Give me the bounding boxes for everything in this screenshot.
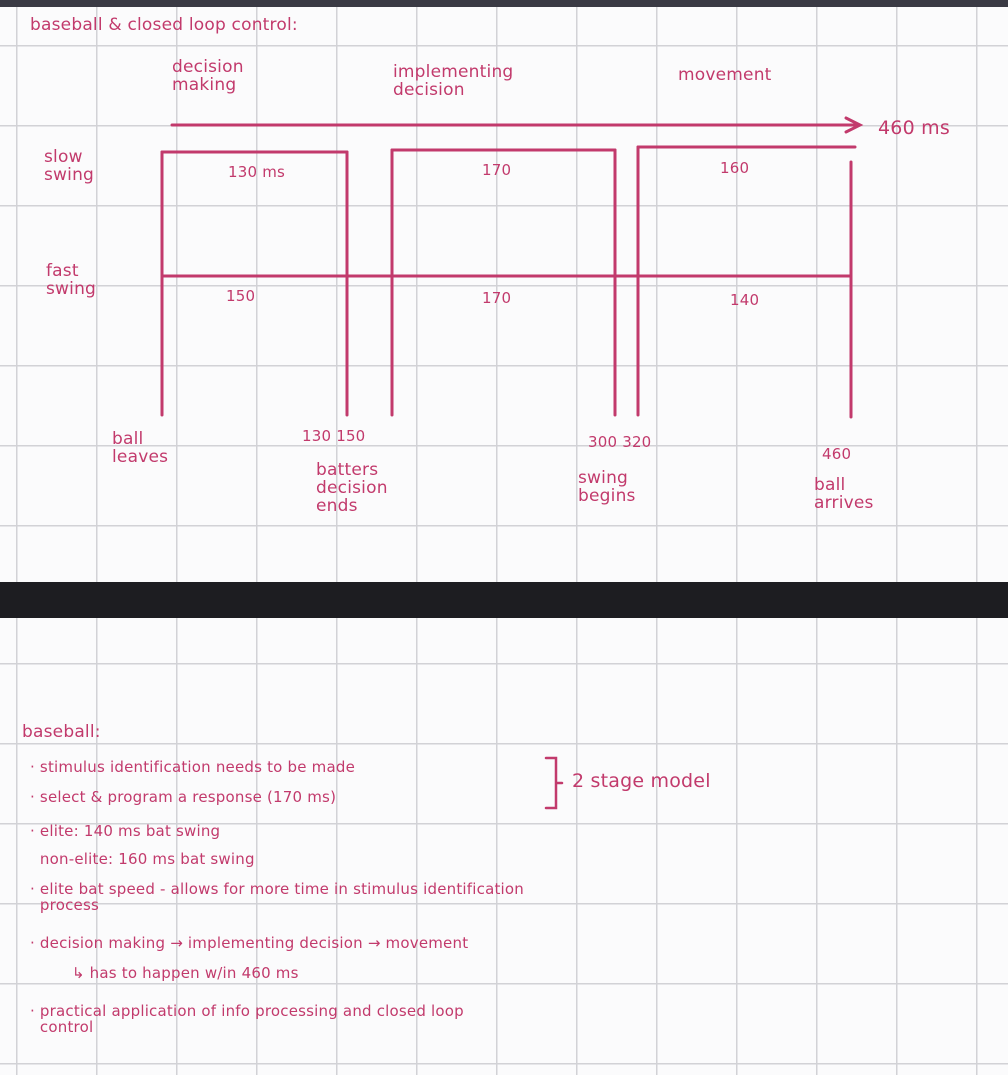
note-bullet-6: · decision making → implementing decision → movement bbox=[30, 934, 469, 952]
note-bullet-3: · elite: 140 ms bat swing bbox=[30, 822, 221, 840]
ball-leaves-caption: ball leaves bbox=[112, 429, 169, 467]
slow-movement-value: 160 bbox=[720, 159, 750, 177]
slow-implement-value: 170 bbox=[482, 161, 512, 179]
phase-label-implementing: implementing decision bbox=[393, 62, 514, 100]
note-bullet-2: · select & program a response (170 ms) bbox=[30, 788, 337, 806]
diagram-title: baseball & closed loop control: bbox=[30, 15, 298, 35]
total-time-label: 460 ms bbox=[878, 117, 950, 139]
notes-page-diagram bbox=[0, 7, 1008, 582]
row-label-slow: slow swing bbox=[44, 147, 95, 185]
window-top-bar bbox=[0, 0, 1008, 7]
fast-decision-value: 150 bbox=[226, 287, 256, 305]
note-bullet-5: · elite bat speed - allows for more time in stimulus identification process bbox=[30, 880, 525, 914]
note-bullet-1: · stimulus identification needs to be made bbox=[30, 758, 356, 776]
bracket-icon bbox=[546, 758, 562, 808]
note-bullet-8: · practical application of info processing and closed loop control bbox=[30, 1002, 464, 1036]
swing-begin-times: 300 320 bbox=[588, 433, 652, 451]
notes-page-text bbox=[0, 618, 1008, 1075]
phase-label-decision: decision making bbox=[172, 57, 244, 95]
swing-begins-caption: swing begins bbox=[578, 468, 636, 506]
fast-implement-value: 170 bbox=[482, 289, 512, 307]
phase-label-movement: movement bbox=[678, 65, 772, 85]
decision-end-times: 130 150 bbox=[302, 427, 366, 445]
fast-movement-value: 140 bbox=[730, 291, 760, 309]
decision-ends-caption: batters decision ends bbox=[316, 460, 388, 516]
ball-arrives-time: 460 bbox=[822, 445, 852, 463]
row-label-fast: fast swing bbox=[46, 261, 97, 299]
ball-arrives-caption: ball arrives bbox=[814, 475, 874, 513]
notes-heading: baseball: bbox=[22, 722, 101, 742]
note-bullet-4: non-elite: 160 ms bat swing bbox=[30, 850, 255, 868]
bracket-label: 2 stage model bbox=[572, 770, 711, 792]
slow-decision-value: 130 ms bbox=[228, 163, 286, 181]
note-bullet-7: ↳ has to happen w/in 460 ms bbox=[62, 964, 299, 982]
